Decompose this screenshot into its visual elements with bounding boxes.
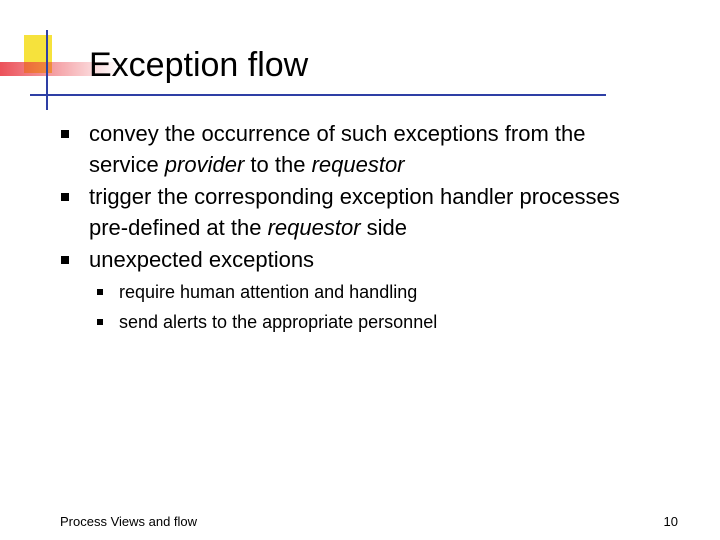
bullet-1-line-1: convey the occurrence of such exceptions from the xyxy=(89,121,586,146)
bullet-marker xyxy=(61,130,69,138)
bullet-2-line-1: trigger the corresponding exception handler processes xyxy=(89,184,620,209)
sub-bullet-2-text: send alerts to the appropriate personnel xyxy=(119,312,438,332)
bullet-1-line-2: service provider to the requestor xyxy=(89,152,405,177)
sub-bullet-marker xyxy=(97,289,103,295)
title-underline xyxy=(46,94,606,96)
bullet-marker xyxy=(61,193,69,201)
slide-footer: Process Views and flow xyxy=(60,514,198,529)
bullet-3-text: unexpected exceptions xyxy=(89,247,315,272)
bullet-marker xyxy=(61,256,69,264)
sub-bullet-1-text: require human attention and handling xyxy=(119,282,418,302)
sub-bullet-marker xyxy=(97,319,103,325)
slide-title: Exception flow xyxy=(89,46,309,84)
page-number: 10 xyxy=(663,514,678,529)
bullet-2-line-2: pre-defined at the requestor side xyxy=(89,215,408,240)
